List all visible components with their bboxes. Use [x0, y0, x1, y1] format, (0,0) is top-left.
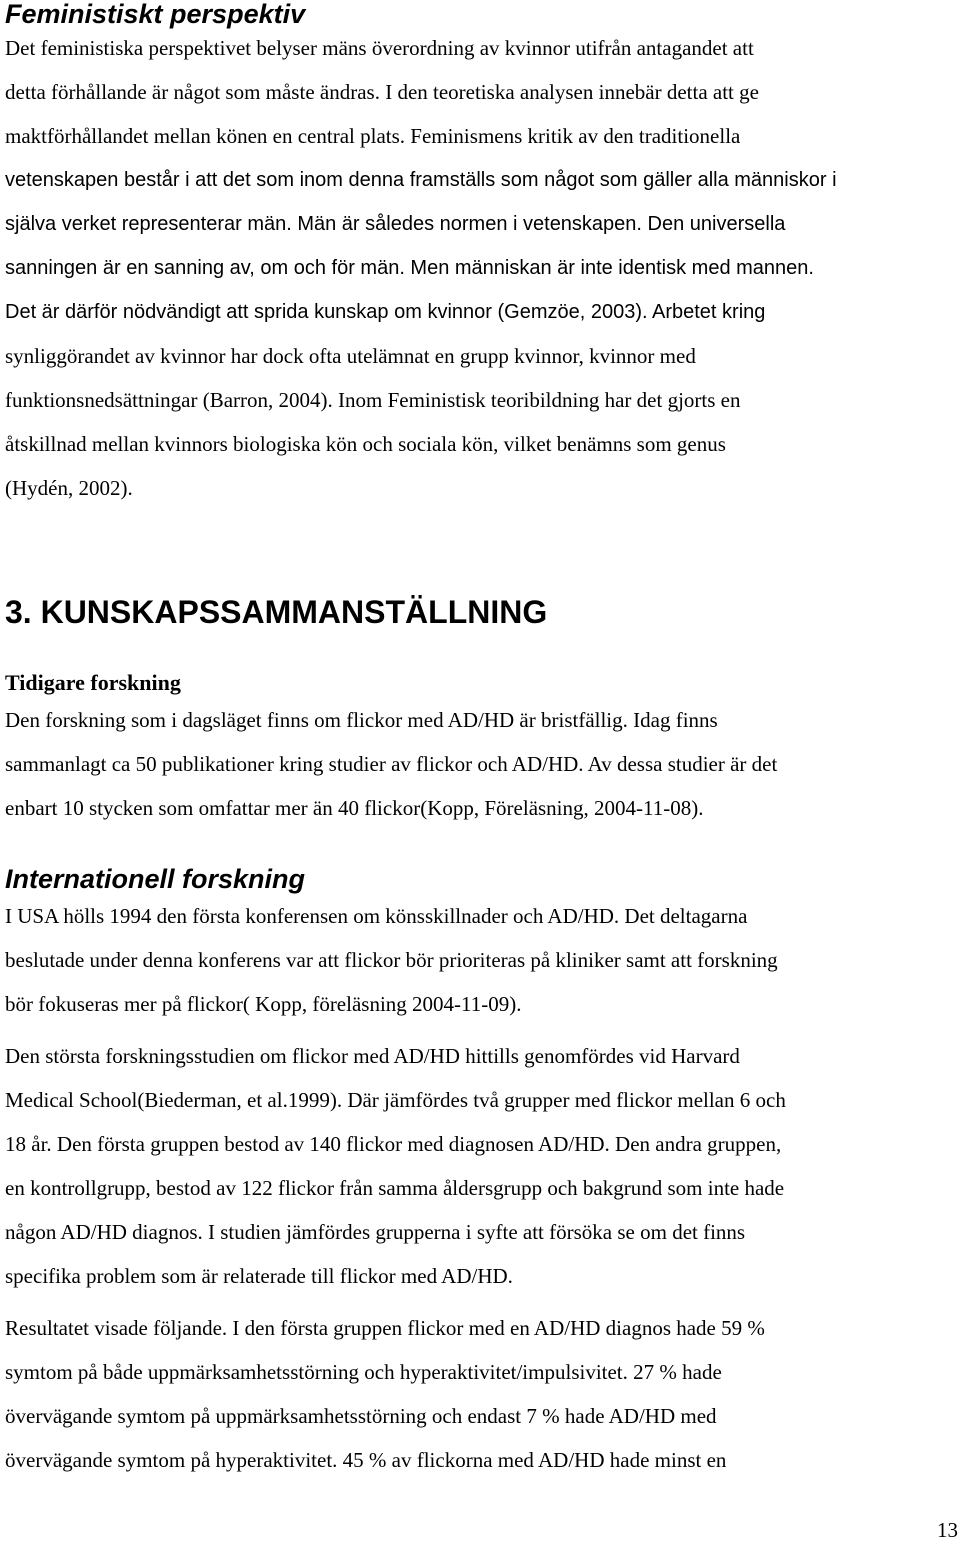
text-line: bör fokuseras mer på flickor( Kopp, föreläsning 2004-11-09).	[5, 992, 522, 1016]
text-line: Det är därför nödvändigt att sprida kunskap om kvinnor (Gemzöe, 2003). Arbetet kring	[5, 301, 766, 323]
text-line: sanningen är en sanning av, om och för män. Men människan är inte identisk med mannen.	[5, 257, 814, 279]
chapter-title: 3. KUNSKAPSSAMMANSTÄLLNING	[5, 594, 548, 630]
text-line: beslutade under denna konferens var att flickor bör prioriteras på kliniker samt att forskning	[5, 948, 778, 972]
paragraph-feminist	[5, 26, 837, 510]
text-line: 18 år. Den första gruppen bestod av 140 flickor med diagnosen AD/HD. Den andra gruppen,	[5, 1132, 782, 1156]
text-line: maktförhållandet mellan könen en central plats. Feminismens kritik av den traditionella	[5, 124, 741, 148]
text-line: vetenskapen består i att det som inom denna framställs som något som gäller alla människor i	[5, 169, 837, 191]
text-line: Det feministiska perspektivet belyser mäns överordning av kvinnor utifrån antagandet att	[5, 36, 754, 60]
text-line: Medical School(Biederman, et al.1999). Där jämfördes två grupper med flickor mellan 6 och	[5, 1088, 786, 1112]
text-line: övervägande symtom på hyperaktivitet. 45 % av flickorna med AD/HD hade minst en	[5, 1448, 727, 1472]
text-line: åtskillnad mellan kvinnors biologiska kön och sociala kön, vilket benämns som genus	[5, 432, 726, 456]
text-line: specifika problem som är relaterade till flickor med AD/HD.	[5, 1264, 513, 1288]
text-line: Den största forskningsstudien om flickor med AD/HD hittills genomfördes vid Harvard	[5, 1044, 740, 1068]
text-line: övervägande symtom på uppmärksamhetsstörning och endast 7 % hade AD/HD med	[5, 1404, 717, 1428]
text-line: symtom på både uppmärksamhetsstörning och hyperaktivitet/impulsivitet. 27 % hade	[5, 1360, 722, 1384]
paragraph-international-1	[5, 894, 778, 1026]
text-line: Den forskning som i dagsläget finns om flickor med AD/HD är bristfällig. Idag finns	[5, 708, 718, 732]
section-heading-international: Internationell forskning	[5, 864, 306, 894]
text-line: detta förhållande är något som måste ändras. I den teoretiska analysen innebär detta att ge	[5, 80, 759, 104]
text-line: sammanlagt ca 50 publikationer kring studier av flickor och AD/HD. Av dessa studier är det	[5, 752, 778, 776]
section-heading-feminist: Feministiskt perspektiv	[5, 0, 306, 29]
page-number: 13	[937, 1518, 958, 1542]
text-line: synliggörandet av kvinnor har dock ofta utelämnat en grupp kvinnor, kvinnor med	[5, 344, 696, 368]
text-line: en kontrollgrupp, bestod av 122 flickor från samma åldersgrupp och bakgrund som inte hade	[5, 1176, 785, 1200]
text-line: (Hydén, 2002).	[5, 476, 133, 500]
section-heading-previous: Tidigare forskning	[5, 670, 181, 695]
text-line: enbart 10 stycken som omfattar mer än 40 flickor(Kopp, Föreläsning, 2004-11-08).	[5, 796, 704, 820]
paragraph-previous	[5, 698, 777, 830]
text-line: Resultatet visade följande. I den första gruppen flickor med en AD/HD diagnos hade 59 %	[5, 1316, 765, 1340]
text-line: funktionsnedsättningar (Barron, 2004). Inom Feministisk teoribildning har det gjorts en	[5, 388, 741, 412]
paragraph-international-2	[5, 1034, 786, 1298]
text-line: någon AD/HD diagnos. I studien jämfördes grupperna i syfte att försöka se om det finns	[5, 1220, 746, 1244]
text-line: I USA hölls 1994 den första konferensen om könsskillnader och AD/HD. Det deltagarna	[5, 904, 748, 928]
paragraph-international-3	[5, 1306, 765, 1482]
text-line: själva verket representerar män. Män är således normen i vetenskapen. Den universella	[5, 213, 786, 235]
